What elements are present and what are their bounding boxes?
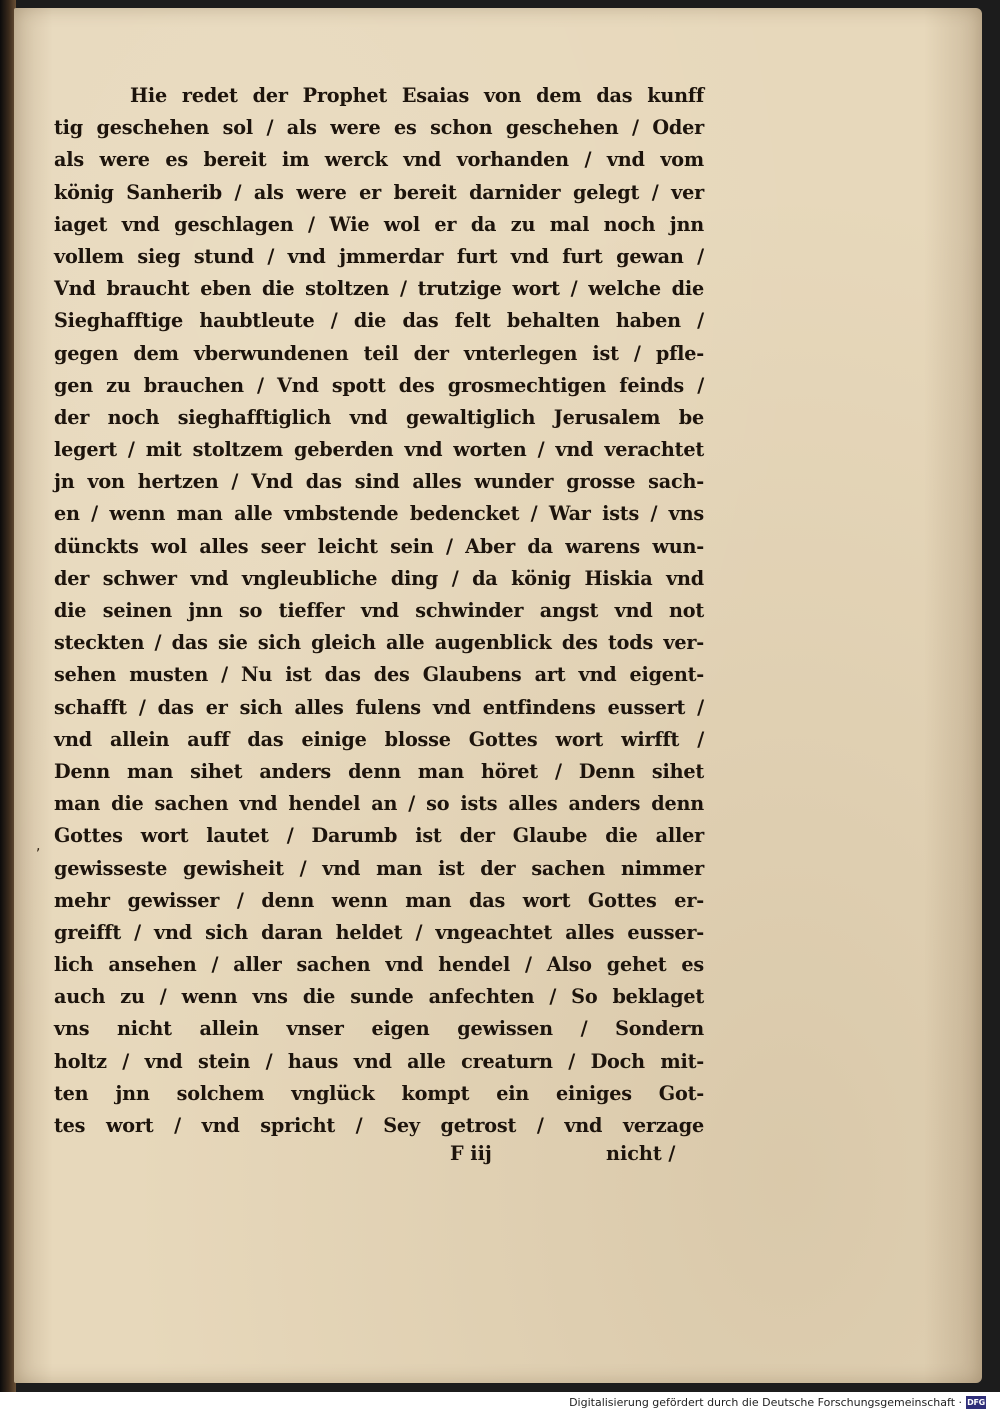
text-line: schafft / das er sich alles fulens vnd entfindens eussert / [54, 695, 704, 719]
text-line: vnd allein auff das einige blosse Gottes wort wirfft / [54, 727, 704, 751]
text-line: tig geschehen sol / als were es schon geschehen / Oder [54, 116, 704, 140]
text-line: Hie redet der Prophet Esaias von dem das kunff [130, 84, 704, 107]
page-footer-line [54, 1142, 704, 1174]
catchword: nicht / [606, 1142, 676, 1166]
text-line: der noch sieghafftiglich vnd gewaltiglich Jerusalem be [54, 405, 704, 429]
funding-credit: Digitalisierung gefördert durch die Deutsche Forschungsgemeinschaft · [569, 1396, 962, 1409]
dfg-logo: DFG [967, 1398, 985, 1407]
text-line: legert / mit stoltzem geberden vnd worten / vnd verachtet [54, 438, 704, 462]
text-line: Denn man sihet anders denn man höret / Denn sihet [54, 759, 704, 783]
text-line: tes wort / vnd spricht / Sey getrost / vnd verzage [54, 1114, 704, 1137]
text-line: greifft / vnd sich daran heldet / vngeachtet alles eusser- [54, 920, 704, 944]
text-line: sehen musten / Nu ist das des Glaubens art vnd eigent- [54, 663, 704, 687]
text-line: jn von hertzen / Vnd das sind alles wunder grosse sach- [54, 470, 704, 494]
text-line: als were es bereit im werck vnd vorhanden / vnd vom [54, 148, 704, 172]
text-line: gewisseste gewisheit / vnd man ist der sachen nimmer [54, 856, 704, 880]
text-line: auch zu / wenn vns die sunde anfechten / So beklaget [54, 985, 704, 1009]
text-line: ten jnn solchem vnglück kompt ein einiges Got- [54, 1081, 704, 1105]
text-line: gegen dem vberwundenen teil der vnterlegen ist / pfle- [54, 341, 704, 365]
text-line: könig Sanherib / als were er bereit darnider gelegt / ver [54, 180, 704, 204]
text-block [54, 80, 704, 1174]
credit-bar [0, 1393, 1000, 1413]
text-line: Gottes wort lautet / Darumb ist der Glaube die aller [54, 824, 704, 848]
text-line: vollem sieg stund / vnd jmmerdar furt vnd furt gewan / [54, 244, 704, 268]
margin-mark: , [36, 838, 41, 854]
text-line: gen zu brauchen / Vnd spott des grosmechtigen feinds / [54, 373, 704, 397]
text-line: man die sachen vnd hendel an / so ists alles anders denn [54, 792, 704, 816]
text-line: vns nicht allein vnser eigen gewissen / Sondern [54, 1017, 704, 1041]
text-line: Sieghafftige haubtleute / die das felt behalten haben / [54, 309, 704, 333]
text-line: en / wenn man alle vmbstende bedencket / War ists / vns [54, 502, 704, 526]
text-line: lich ansehen / aller sachen vnd hendel / Also gehet es [54, 953, 704, 977]
text-line: steckten / das sie sich gleich alle augenblick des tods ver- [54, 631, 704, 655]
text-line: dünckts wol alles seer leicht sein / Aber da warens wun- [54, 534, 704, 558]
signature-mark: F iij [450, 1142, 492, 1166]
text-line: iaget vnd geschlagen / Wie wol er da zu mal noch jnn [54, 212, 704, 236]
text-line: mehr gewisser / denn wenn man das wort Gottes er- [54, 888, 704, 912]
text-line: holtz / vnd stein / haus vnd alle creaturn / Doch mit- [54, 1049, 704, 1073]
book-page [14, 8, 982, 1383]
text-line: der schwer vnd vngleubliche ding / da könig Hiskia vnd [54, 566, 704, 590]
text-line: die seinen jnn so tieffer vnd schwinder angst vnd not [54, 599, 704, 622]
text-line: Vnd braucht eben die stoltzen / trutzige wort / welche die [54, 277, 704, 301]
